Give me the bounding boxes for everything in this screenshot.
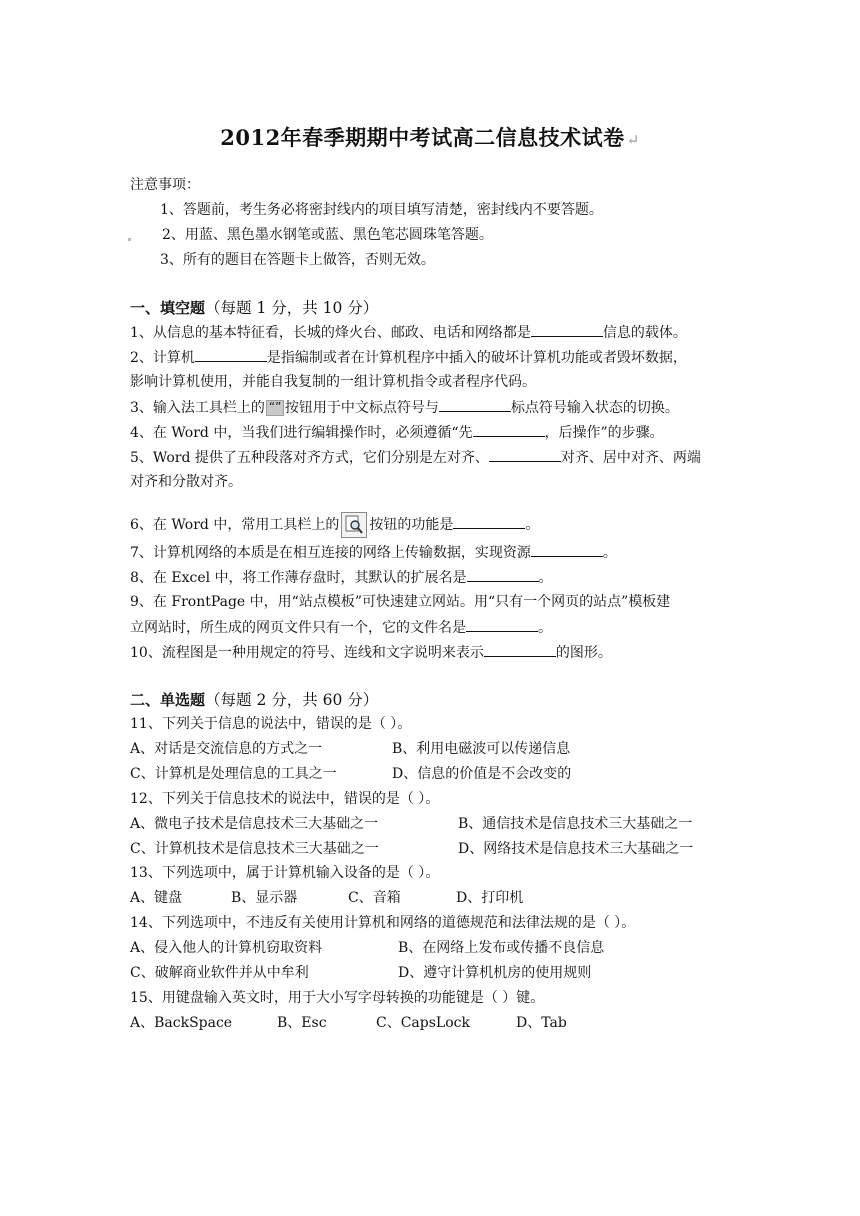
question-7 <box>130 543 617 562</box>
question-11: 11、下列关于信息的说法中，错误的是（ ）。 <box>130 716 412 732</box>
option: C、计算机是处理信息的工具之一 <box>130 766 337 782</box>
question-text: 按钮的功能是 <box>369 517 454 533</box>
question-text: 6、在 Word 中，常用工具栏上的 <box>130 517 340 533</box>
question-text: 。 <box>538 620 552 636</box>
section-title: 二、单选题 <box>130 691 206 709</box>
section-heading <box>130 298 378 318</box>
question-4 <box>130 423 664 442</box>
answer-blank <box>467 568 539 582</box>
answer-blank <box>439 398 511 412</box>
question-1 <box>130 323 687 342</box>
question-3 <box>130 398 679 417</box>
question-10 <box>130 643 612 662</box>
question-9: 9、在 FrontPage 中，用“站点模板”可快速建立网站。用“只有一个网页的站点”模板建 <box>130 594 671 610</box>
answer-blank <box>489 448 561 462</box>
question-9-cont <box>130 618 552 637</box>
option: A、对话是交流信息的方式之一 <box>130 741 323 757</box>
question-12: 12、下列关于信息技术的说法中，错误的是（ ）。 <box>130 791 440 807</box>
option: A、BackSpace <box>130 1015 233 1031</box>
paragraph-mark: ↵ <box>626 131 640 149</box>
answer-blank <box>453 515 525 529</box>
question-text: 标点符号输入状态的切换。 <box>510 400 679 416</box>
option: B、利用电磁波可以传递信息 <box>392 741 571 757</box>
option: C、CapsLock <box>376 1015 470 1031</box>
option: D、打印机 <box>456 890 524 906</box>
punctuation-toggle-icon <box>266 400 284 416</box>
section-heading <box>130 690 378 710</box>
answer-blank <box>484 643 556 657</box>
answer-blank <box>531 323 603 337</box>
question-text: 立网站时，所生成的网页文件只有一个，它的文件名是 <box>130 620 466 636</box>
question-text: 2、计算机 <box>130 350 195 366</box>
answer-blank <box>466 618 538 632</box>
section-note: （每题 2 分，共 60 分） <box>205 691 379 709</box>
question-text: 按钮用于中文标点符号与 <box>284 400 439 416</box>
stray-dot <box>128 238 131 241</box>
question-2-cont: 影响计算机使用，并能自我复制的一组计算机指令或者程序代码。 <box>130 374 536 390</box>
question-text: 对齐、居中对齐、两端 <box>560 450 701 466</box>
question-15: 15、用键盘输入英文时，用于大小写字母转换的功能键是（ ）键。 <box>130 990 545 1006</box>
magnifier-icon <box>342 513 366 537</box>
question-13: 13、下列选项中，属于计算机输入设备的是（ ）。 <box>130 865 440 881</box>
question-text: 4、在 Word 中，当我们进行编辑操作时，必须遵循“先 <box>130 425 473 441</box>
question-text: 3、输入法工具栏上的 <box>130 400 265 416</box>
question-text: 的图形。 <box>555 645 612 661</box>
section-note: （每题 1 分，共 10 分） <box>205 299 379 317</box>
question-5-cont: 对齐和分散对齐。 <box>130 474 242 490</box>
question-5 <box>130 448 701 467</box>
answer-blank <box>473 423 545 437</box>
option: D、网络技术是信息技术三大基础之一 <box>458 841 694 857</box>
option: A、侵入他人的计算机窃取资料 <box>130 940 323 956</box>
question-text: 。 <box>602 545 617 561</box>
option: C、音箱 <box>348 890 401 906</box>
option: B、在网络上发布或传播不良信息 <box>398 940 605 956</box>
question-text: ，后操作”的步骤。 <box>544 425 664 441</box>
question-text: 10、流程图是一种用规定的符号、连线和文字说明来表示 <box>130 645 484 661</box>
question-text: 1、从信息的基本特征看，长城的烽火台、邮政、电话和网络都是 <box>130 325 531 341</box>
option: B、Esc <box>277 1015 327 1031</box>
question-text: 是指编制或者在计算机程序中插入的破坏计算机功能或者毁坏数据， <box>266 350 687 366</box>
option: C、破解商业软件并从中牟利 <box>130 965 309 981</box>
answer-blank <box>531 543 603 557</box>
question-text: 7、计算机网络的本质是在相互连接的网络上传输数据，实现资源 <box>130 545 531 561</box>
notice-item: 1、答题前，考生务必将密封线内的项目填写清楚，密封线内不要答题。 <box>160 202 603 218</box>
option: B、显示器 <box>231 890 298 906</box>
answer-blank <box>195 348 267 362</box>
question-text: 5、Word 提供了五种段落对齐方式，它们分别是左对齐、 <box>130 450 489 466</box>
question-6 <box>130 512 539 538</box>
question-text: 。 <box>538 570 553 586</box>
question-2 <box>130 348 687 367</box>
question-14: 14、下列选项中，不违反有关使用计算机和网络的道德规范和法律法规的是（ ）。 <box>130 915 636 931</box>
question-text: 。 <box>525 517 540 533</box>
option: D、信息的价值是不会改变的 <box>392 766 572 782</box>
notice-item: 3、所有的题目在答题卡上做答，否则无效。 <box>160 252 435 268</box>
option: D、Tab <box>516 1015 567 1031</box>
option: B、通信技术是信息技术三大基础之一 <box>458 816 693 832</box>
question-text: 8、在 Excel 中，将工作薄存盘时，其默认的扩展名是 <box>130 570 467 586</box>
option: D、遵守计算机机房的使用规则 <box>398 965 592 981</box>
section-title: 一、填空题 <box>130 299 206 317</box>
notice-item: 2、用蓝、黑色墨水钢笔或蓝、黑色笔芯圆珠笔答题。 <box>162 227 493 243</box>
option: A、键盘 <box>130 890 183 906</box>
notice-heading: 注意事项： <box>130 177 200 193</box>
question-8 <box>130 568 553 587</box>
page-title <box>0 122 860 152</box>
option: C、计算机技术是信息技术三大基础之一 <box>130 841 379 857</box>
print-preview-icon <box>341 512 367 538</box>
option: A、微电子技术是信息技术三大基础之一 <box>130 816 379 832</box>
question-text: 信息的载体。 <box>602 325 687 341</box>
title-text: 2012年春季期期中考试高二信息技术试卷 <box>220 125 625 150</box>
